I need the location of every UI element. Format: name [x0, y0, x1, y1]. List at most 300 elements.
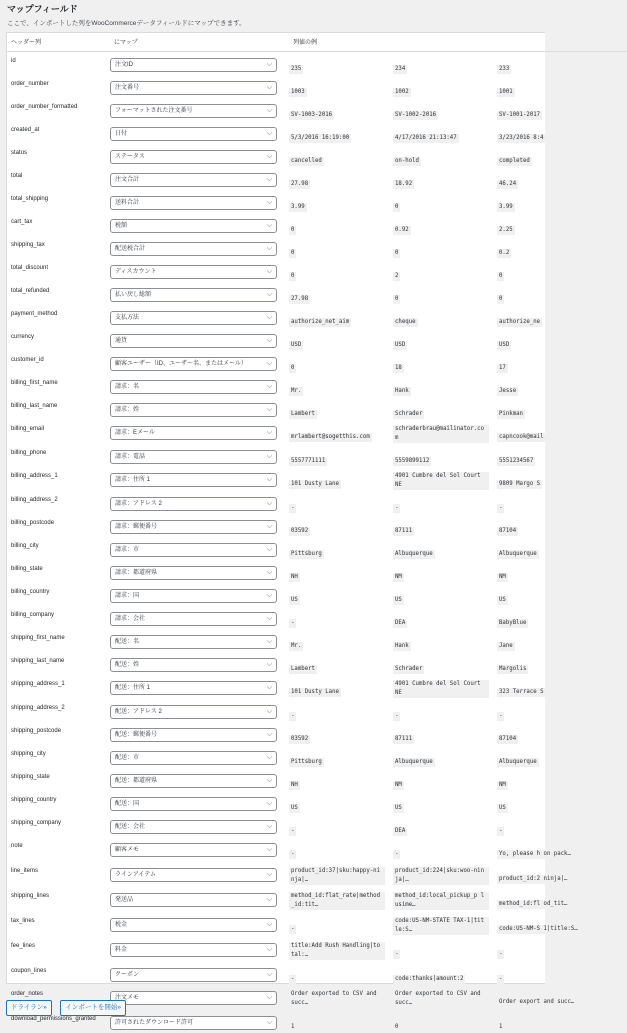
example-value-cell: [289, 699, 393, 722]
example-value: authorize_net_aim: [291, 318, 350, 325]
example-value: 27.98: [291, 295, 309, 302]
example-value-cell: [497, 282, 627, 305]
table-row: [7, 814, 627, 837]
example-value-cell: [393, 282, 497, 305]
example-value-cell: [289, 98, 393, 121]
map-to-select[interactable]: [110, 589, 277, 603]
map-to-cell: [110, 962, 289, 985]
table-row: [7, 328, 627, 351]
example-value-cell: [393, 144, 497, 167]
map-to-selected-value: 請求：国: [115, 592, 140, 599]
action-buttons: [6, 996, 130, 1016]
example-value: 87104: [499, 527, 517, 534]
example-value: Jesse: [499, 387, 517, 394]
source-column-name: shipping_postcode: [11, 727, 62, 734]
map-to-select[interactable]: [110, 612, 277, 626]
example-value: 323 Terrace S: [499, 688, 544, 695]
map-to-cell: [110, 937, 289, 962]
example-value: Mr.: [291, 387, 302, 394]
example-value: title:Add Rush Handling|total:…: [289, 942, 385, 960]
example-value: 4901 Cumbre del Sol Court NE: [393, 472, 489, 490]
chevron-down-icon: ⌵: [266, 993, 272, 1001]
example-value-cell: [497, 837, 627, 862]
source-column-name: cart_tax: [11, 218, 33, 225]
example-value-cell: [289, 351, 393, 374]
map-to-select[interactable]: [110, 868, 277, 882]
map-to-cell: [110, 862, 289, 887]
example-value: NM: [395, 573, 402, 580]
map-to-selected-value: 注文メモ: [115, 994, 140, 1001]
map-to-select[interactable]: [110, 58, 277, 72]
map-to-selected-value: 請求：会社: [115, 615, 146, 622]
example-value: Lambert: [291, 665, 315, 672]
example-value: -: [291, 850, 295, 857]
example-value: -: [395, 850, 399, 857]
example-value: US: [395, 804, 402, 811]
map-to-cell: [110, 722, 289, 745]
table-row: [7, 514, 627, 537]
map-to-select[interactable]: [110, 150, 277, 164]
example-value: 3/23/2016 8:4: [499, 134, 544, 141]
map-to-select[interactable]: [110, 334, 277, 348]
table-row: [7, 190, 627, 213]
example-value: NM: [395, 781, 402, 788]
example-value-cell: [393, 606, 497, 629]
example-value: 0: [291, 364, 295, 371]
example-value: US: [291, 804, 298, 811]
map-to-select[interactable]: [110, 658, 277, 672]
map-to-select[interactable]: [110, 242, 277, 256]
example-value: 0: [291, 249, 295, 256]
map-to-select[interactable]: [110, 426, 277, 440]
example-value-cell: [289, 537, 393, 560]
example-value-cell: [393, 745, 497, 768]
example-value: 87104: [499, 735, 517, 742]
example-value: Margolis: [499, 665, 527, 672]
example-value: code:US-NM-S 1|title:S…: [499, 925, 578, 932]
map-to-selected-value: 請求：住所 1: [115, 476, 151, 483]
example-value-cell: [289, 75, 393, 98]
source-column-name: billing_company: [11, 611, 55, 618]
map-to-cell: [110, 167, 289, 190]
chevron-down-icon: ⌵: [266, 845, 272, 853]
map-to-select[interactable]: [110, 797, 277, 811]
map-to-select[interactable]: [110, 1016, 277, 1030]
map-to-selected-value: 払い戻し総額: [115, 291, 152, 298]
example-value: Schrader: [395, 410, 423, 417]
example-value-cell: [497, 745, 627, 768]
example-value: 1: [291, 1023, 295, 1030]
example-value-cell: [497, 1010, 627, 1033]
chevron-down-icon: ⌵: [266, 129, 272, 137]
table-header-row: [7, 33, 627, 51]
chevron-down-icon: ⌵: [266, 870, 272, 878]
example-value: 101 Dusty Lane: [291, 480, 339, 487]
example-value-cell: [289, 887, 393, 912]
map-to-cell: [110, 351, 289, 374]
example-value: NH: [291, 573, 298, 580]
example-value-cell: [289, 814, 393, 837]
chevron-down-icon: ⌵: [266, 60, 272, 68]
example-value-cell: [289, 745, 393, 768]
example-value: 2: [395, 272, 399, 279]
example-value-cell: [497, 629, 627, 652]
map-to-cell: [110, 328, 289, 351]
chevron-down-icon: ⌵: [266, 591, 272, 599]
example-value: -: [291, 712, 295, 719]
map-to-selected-value: 税金: [115, 921, 128, 928]
example-value-cell: [289, 837, 393, 862]
map-to-cell: [110, 397, 289, 420]
example-value: Albuquerque: [395, 550, 433, 557]
table-row: [7, 51, 627, 75]
example-value: US: [395, 596, 402, 603]
map-to-select[interactable]: [110, 311, 277, 325]
table-row: [7, 745, 627, 768]
source-column-name: billing_last_name: [11, 402, 58, 409]
table-row: [7, 560, 627, 583]
chevron-down-icon: ⌵: [266, 428, 272, 436]
example-value-cell: [289, 282, 393, 305]
map-to-select[interactable]: [110, 820, 277, 834]
example-value-cell: [393, 467, 497, 491]
map-to-cell: [110, 583, 289, 606]
map-to-selected-value: 注文番号: [115, 84, 140, 91]
map-to-select[interactable]: [110, 127, 277, 141]
map-to-select[interactable]: [110, 681, 277, 695]
chevron-down-icon: ⌵: [266, 730, 272, 738]
source-column-name: shipping_last_name: [11, 657, 65, 664]
example-value-cell: [393, 328, 497, 351]
example-value: -: [499, 827, 503, 834]
example-value: 0: [291, 226, 295, 233]
map-to-cell: [110, 467, 289, 491]
example-value: -: [291, 504, 295, 511]
example-value: US: [499, 596, 506, 603]
map-to-cell: [110, 629, 289, 652]
map-to-cell: [110, 768, 289, 791]
example-value-cell: [289, 259, 393, 282]
example-value-cell: [497, 75, 627, 98]
map-to-select[interactable]: [110, 219, 277, 233]
example-value-cell: [289, 675, 393, 699]
example-value: NM: [499, 573, 506, 580]
map-to-select[interactable]: [110, 265, 277, 279]
map-to-select[interactable]: [110, 288, 277, 302]
map-to-select[interactable]: [110, 104, 277, 118]
chevron-down-icon: ⌵: [266, 799, 272, 807]
example-value: Lambert: [291, 410, 315, 417]
chevron-down-icon: ⌵: [266, 405, 272, 413]
example-value: -: [499, 504, 503, 511]
map-to-select[interactable]: [110, 635, 277, 649]
example-value-cell: [497, 167, 627, 190]
example-value-cell: [289, 213, 393, 236]
example-value-cell: [497, 420, 627, 444]
example-value: 235: [291, 65, 302, 72]
example-value-cell: [289, 236, 393, 259]
example-value-cell: [393, 985, 497, 1010]
source-column-name: download_permissions_granted: [11, 1015, 96, 1022]
example-value-cell: [393, 444, 497, 467]
example-value-cell: [289, 190, 393, 213]
map-to-selected-value: 送料合計: [115, 199, 140, 206]
example-value: capncook@mail: [499, 433, 544, 440]
example-value-cell: [497, 887, 627, 912]
example-value-cell: [393, 397, 497, 420]
example-value: 46.24: [499, 180, 517, 187]
source-column-name: shipping_country: [11, 796, 57, 803]
chevron-down-icon: ⌵: [266, 244, 272, 252]
map-to-select[interactable]: [110, 751, 277, 765]
example-value-cell: [393, 167, 497, 190]
map-to-select[interactable]: [110, 968, 277, 982]
map-to-select[interactable]: [110, 566, 277, 580]
example-value-cell: [289, 467, 393, 491]
map-to-select[interactable]: [110, 520, 277, 534]
example-value-cell: [497, 374, 627, 397]
map-to-select[interactable]: [110, 403, 277, 417]
example-value-cell: [393, 583, 497, 606]
table-row: [7, 144, 627, 167]
map-to-select[interactable]: [110, 705, 277, 719]
dry-run-button[interactable]: ドライラン»: [6, 1000, 52, 1016]
source-column-name: total_shipping: [11, 195, 49, 202]
example-value: 4901 Cumbre del Sol Court NE: [393, 680, 489, 698]
map-to-selected-value: 顧客メモ: [115, 846, 140, 853]
map-to-cell: [110, 305, 289, 328]
source-column-name: total_discount: [11, 264, 49, 271]
example-value: product_id:224|sku:woo-ninja|…: [393, 867, 489, 885]
example-value: SV-1001-2017: [499, 111, 541, 118]
chevron-down-icon: ⌵: [266, 660, 272, 668]
example-value: 234: [395, 65, 406, 72]
example-value-cell: [393, 351, 497, 374]
example-value-cell: [393, 722, 497, 745]
map-to-select[interactable]: [110, 843, 277, 857]
example-value-cell: [289, 791, 393, 814]
example-value-cell: [393, 962, 497, 985]
example-value: Mr.: [291, 642, 302, 649]
example-value: 3.99: [499, 203, 513, 210]
example-value: 5557771111: [291, 457, 326, 464]
map-to-select[interactable]: [110, 450, 277, 464]
map-to-cell: [110, 652, 289, 675]
source-column-name: shipping_lines: [11, 892, 50, 899]
example-value: 03592: [291, 527, 309, 534]
map-to-cell: [110, 444, 289, 467]
table-row: [7, 282, 627, 305]
example-value: -: [291, 975, 295, 982]
source-column-name: billing_postcode: [11, 519, 55, 526]
source-column-name: shipping_company: [11, 819, 62, 826]
table-row: [7, 862, 627, 887]
example-value-cell: [393, 514, 497, 537]
example-value-cell: [289, 768, 393, 791]
example-value: Pittsburg: [291, 758, 322, 765]
example-value-cell: [393, 98, 497, 121]
source-column-name: fee_lines: [11, 942, 36, 949]
map-to-cell: [110, 745, 289, 768]
chevron-down-icon: ⌵: [266, 267, 272, 275]
table-row: [7, 259, 627, 282]
map-to-select[interactable]: [110, 497, 277, 511]
example-value: mrlambert@sogetthis.com: [291, 433, 370, 440]
source-column-name: billing_email: [11, 425, 45, 432]
example-value: 0: [395, 295, 399, 302]
map-to-selected-value: 請求：市: [115, 546, 140, 553]
chevron-down-icon: ⌵: [266, 822, 272, 830]
example-value: -: [395, 950, 399, 957]
page-title: マップフィールド: [7, 4, 78, 14]
example-value: 18.92: [395, 180, 413, 187]
map-to-select[interactable]: [110, 196, 277, 210]
example-value-cell: [393, 768, 497, 791]
example-value: Albuquerque: [499, 550, 537, 557]
example-value: 0: [499, 295, 503, 302]
map-to-cell: [110, 213, 289, 236]
table-row: [7, 467, 627, 491]
example-value-cell: [497, 51, 627, 75]
example-value-cell: [393, 491, 497, 514]
map-to-cell: [110, 887, 289, 912]
example-value-cell: [497, 862, 627, 887]
map-to-selected-value: 通貨: [115, 337, 128, 344]
example-value-cell: [497, 814, 627, 837]
example-value-cell: [497, 144, 627, 167]
example-value-cell: [497, 444, 627, 467]
map-to-select[interactable]: [110, 543, 277, 557]
example-value: -: [291, 619, 295, 626]
source-column-name: shipping_city: [11, 750, 46, 757]
map-to-select[interactable]: [110, 357, 277, 371]
example-value-cell: [289, 862, 393, 887]
example-value: 3.99: [291, 203, 305, 210]
table-row: [7, 167, 627, 190]
map-to-select[interactable]: [110, 774, 277, 788]
example-value: 2.25: [499, 226, 513, 233]
map-to-select[interactable]: [110, 81, 277, 95]
map-to-cell: [110, 144, 289, 167]
map-to-cell: [110, 98, 289, 121]
chevron-down-icon: ⌵: [266, 683, 272, 691]
example-value: -: [395, 712, 399, 719]
example-value: Order exported to CSV and succ…: [393, 990, 489, 1008]
example-value: 18: [395, 364, 402, 371]
map-to-selected-value: クーポン: [115, 971, 140, 978]
example-value: Order export and succ…: [499, 998, 575, 1005]
source-column-name: coupon_lines: [11, 967, 47, 974]
map-to-selected-value: 日付: [115, 130, 128, 137]
chevron-down-icon: ⌵: [266, 175, 272, 183]
example-value-cell: [497, 985, 627, 1010]
chevron-down-icon: ⌵: [266, 776, 272, 784]
map-to-select[interactable]: [110, 728, 277, 742]
chevron-down-icon: ⌵: [266, 545, 272, 553]
example-value: 17: [499, 364, 506, 371]
example-value: completed: [499, 157, 530, 164]
example-value-cell: [289, 397, 393, 420]
map-to-cell: [110, 699, 289, 722]
example-value-cell: [497, 962, 627, 985]
example-value-cell: [289, 121, 393, 144]
map-to-selected-value: 注文合計: [115, 176, 140, 183]
example-value: 27.98: [291, 180, 309, 187]
table-row: [7, 962, 627, 985]
example-value-cell: [289, 328, 393, 351]
map-to-select[interactable]: [110, 991, 277, 1005]
example-value: 87111: [395, 527, 413, 534]
source-column-name: billing_first_name: [11, 379, 58, 386]
map-to-selected-value: 請求：アドレス 2: [115, 500, 162, 507]
example-value-cell: [497, 912, 627, 937]
table-row: [7, 937, 627, 962]
example-value: on-hold: [395, 157, 419, 164]
example-value-cell: [393, 121, 497, 144]
table-row: [7, 121, 627, 144]
table-row: [7, 699, 627, 722]
map-to-cell: [110, 282, 289, 305]
map-to-select[interactable]: [110, 380, 277, 394]
chevron-down-icon: ⌵: [266, 920, 272, 928]
example-value: 1003: [291, 88, 305, 95]
example-value-cell: [497, 583, 627, 606]
example-value: US: [291, 596, 298, 603]
map-to-select[interactable]: [110, 473, 277, 487]
example-value-cell: [289, 629, 393, 652]
example-value-cell: [393, 629, 497, 652]
map-to-selected-value: 配送：都道府県: [115, 777, 158, 784]
example-value-cell: [289, 962, 393, 985]
example-value: Hank: [395, 642, 409, 649]
example-value: authorize_ne: [499, 318, 541, 325]
map-to-select[interactable]: [110, 918, 277, 932]
map-to-select[interactable]: [110, 173, 277, 187]
example-value-cell: [393, 75, 497, 98]
map-to-selected-value: 配送：郵便番号: [115, 731, 158, 738]
source-column-name: billing_state: [11, 565, 43, 572]
map-to-select[interactable]: [110, 943, 277, 957]
chevron-down-icon: ⌵: [266, 568, 272, 576]
example-value-cell: [289, 444, 393, 467]
source-column-name: shipping_address_2: [11, 704, 65, 711]
chevron-down-icon: ⌵: [266, 475, 272, 483]
map-to-selected-value: 請求：郵便番号: [115, 523, 158, 530]
example-value: 1: [499, 1023, 503, 1030]
table-row: [7, 75, 627, 98]
source-column-name: billing_phone: [11, 449, 47, 456]
example-value-cell: [497, 537, 627, 560]
example-value-cell: [497, 652, 627, 675]
example-value-cell: [497, 351, 627, 374]
source-column-name: shipping_state: [11, 773, 50, 780]
example-value: 233: [499, 65, 510, 72]
map-to-select[interactable]: [110, 893, 277, 907]
start-import-button[interactable]: インポートを開始»: [60, 1000, 126, 1016]
table-row: [7, 583, 627, 606]
example-value-cell: [497, 722, 627, 745]
example-value-cell: [393, 937, 497, 962]
map-to-selected-value: 配送：国: [115, 800, 140, 807]
example-value-cell: [497, 768, 627, 791]
source-column-name: status: [11, 149, 28, 156]
example-value: method_id:flat_rate|method_id:tit…: [289, 892, 385, 910]
map-to-cell: [110, 837, 289, 862]
chevron-down-icon: ⌵: [266, 753, 272, 761]
source-column-name: payment_method: [11, 310, 58, 317]
example-value-cell: [289, 1010, 393, 1033]
map-to-selected-value: フォーマットされた注文番号: [115, 107, 193, 114]
